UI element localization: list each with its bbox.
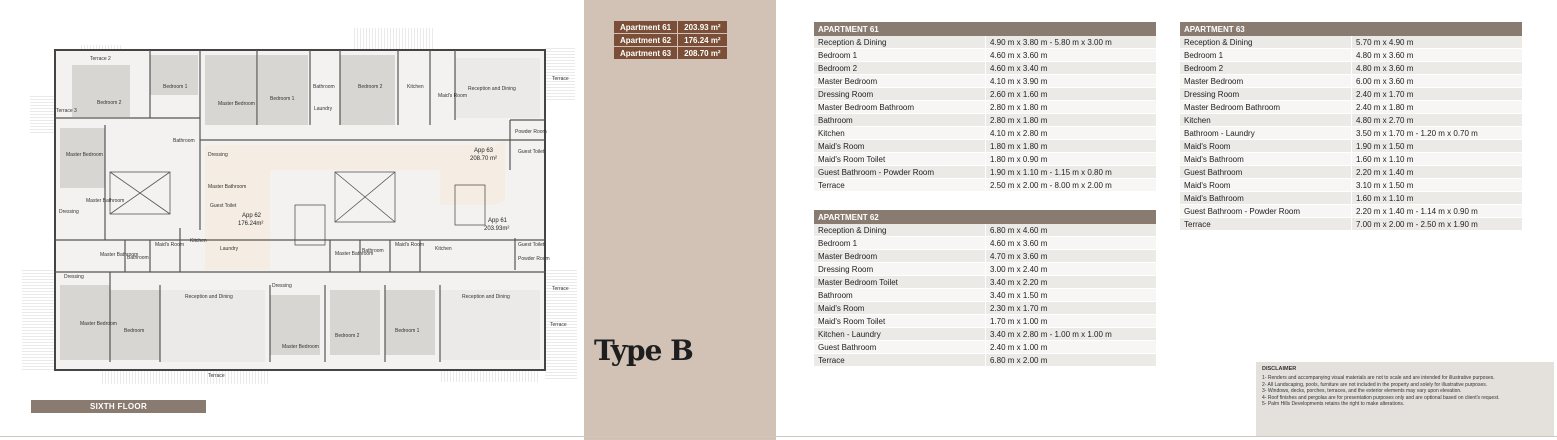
spec-row [814,166,1156,179]
bottom-divider [0,436,1557,437]
label-app62-area: 176.24m² [238,221,264,227]
area-value: 208.70 m² [678,47,727,60]
label-kitchen-a: Kitchen [407,84,424,90]
spec-row [1180,127,1522,140]
label-bathroom-a: Bathroom [313,84,335,90]
type-title: Type B [594,334,693,367]
spec-row [1180,140,1522,153]
spec-row [1180,49,1522,62]
label-maids-room-b: Maid's Room [155,242,185,248]
label-dressing-d: Dressing [272,283,292,289]
area-value: 203.93 m² [678,21,727,34]
room-dimensions: 1.70 m x 1.00 m [986,315,1157,328]
label-app61-area: 203.93m² [484,226,510,232]
room-dimensions: 2.30 m x 1.70 m [986,302,1157,315]
terrace-left-bottom-hatch [22,270,57,370]
disclaimer-line: 4- Roof finishes and pergolas are for presentation purposes only and are optional based on client's request. [1262,394,1500,401]
label-app63-area: 208.70 m² [470,156,498,162]
room-name: Guest Bathroom [814,341,986,354]
spec-row [814,88,1156,101]
spec-row [814,328,1156,341]
label-terrace-d: Terrace [208,373,225,379]
room-dimensions: 3.00 m x 2.40 m [986,263,1157,276]
room-dimensions: 3.40 m x 2.20 m [986,276,1157,289]
room-dimensions: 2.40 m x 1.70 m [1352,88,1523,101]
label-bedroom1-a: Bedroom 1 [163,84,188,90]
spec-row [1180,62,1522,75]
label-bedroom1-c: Bedroom 1 [395,328,420,334]
room-name: Kitchen - Laundry [814,328,986,341]
room-dimensions: 2.50 m x 2.00 m - 8.00 m x 2.00 m [986,179,1157,192]
spec-row [814,263,1156,276]
spec-row [814,289,1156,302]
room-dimensions: 6.80 m x 2.00 m [986,354,1157,367]
apartment-63-table [1180,22,1522,231]
label-terrace-a: Terrace [552,76,569,82]
spec-row [814,341,1156,354]
room-name: Master Bedroom Bathroom [1180,101,1352,114]
label-guest-toilet-b: Guest Toilet [210,203,237,209]
room-dimensions: 4.80 m x 2.70 m [1352,114,1523,127]
area-name: Apartment 62 [614,34,678,47]
spec-row [814,140,1156,153]
room-dimensions: 4.70 m x 3.60 m [986,250,1157,263]
spec-row [814,224,1156,237]
room-dimensions: 1.90 m x 1.10 m - 1.15 m x 0.80 m [986,166,1157,179]
room-name: Bedroom 1 [814,49,986,62]
apartment-61-title: APARTMENT 61 [814,22,1156,36]
room-name: Dressing Room [814,263,986,276]
label-bedroom2-c: Bedroom 2 [335,333,360,339]
spec-row [814,36,1156,49]
room-dimensions: 3.40 m x 1.50 m [986,289,1157,302]
room-dimensions: 2.20 m x 1.40 m - 1.14 m x 0.90 m [1352,205,1523,218]
label-terrace-b: Terrace [552,286,569,292]
spec-row [1180,166,1522,179]
room-dimensions: 4.80 m x 3.60 m [1352,62,1523,75]
label-master-bedroom-c: Master Bedroom [80,321,117,327]
spec-row [1180,36,1522,49]
room-name: Bathroom [814,289,986,302]
label-master-bedroom-a: Master Bedroom [218,101,255,107]
spec-row [1180,101,1522,114]
spec-row [814,276,1156,289]
spec-row [814,153,1156,166]
label-master-bedroom-d: Master Bedroom [282,344,319,350]
room-dimensions: 6.80 m x 4.60 m [986,224,1157,237]
apartment-61-table [814,22,1156,192]
spec-row [1180,192,1522,205]
room-dimensions: 1.60 m x 1.10 m [1352,153,1523,166]
spec-row [1180,205,1522,218]
apartment-63-title: APARTMENT 63 [1180,22,1522,36]
spec-row [1180,179,1522,192]
room-dimensions: 2.60 m x 1.60 m [986,88,1157,101]
label-maids-room-c: Maid's Room [395,242,425,248]
room-name: Bathroom [814,114,986,127]
label-powder-room-b: Powder Room [518,256,550,262]
spec-row [1180,218,1522,231]
disclaimer-line: 1- Renders and accompanying visual materials are not to scale and are intended for illustrative purposes. [1262,375,1495,382]
spec-row [814,62,1156,75]
terrace-right-top-hatch [545,48,575,100]
disclaimer-box [1256,362,1554,436]
area-value: 176.24 m² [678,34,727,47]
label-guest-toilet-a: Guest Toilet [518,149,545,155]
label-powder-room: Powder Room [515,129,547,135]
label-bathroom-d: Bathroom [362,248,384,254]
terrace3-hatch [30,95,55,135]
spec-row [814,179,1156,192]
summary-panel [584,0,776,440]
room-dimensions: 4.10 m x 3.90 m [986,75,1157,88]
room-name: Terrace [814,354,986,367]
spec-row [814,302,1156,315]
label-kitchen-c: Kitchen [435,246,452,252]
label-kitchen-b: Kitchen [190,238,207,244]
room-dimensions: 3.40 m x 2.80 m - 1.00 m x 1.00 m [986,328,1157,341]
room-name: Master Bedroom Bathroom [814,101,986,114]
spec-row [814,354,1156,367]
label-terrace-c: Terrace [550,322,567,328]
room-name: Bedroom 2 [814,62,986,75]
room-dimensions: 3.50 m x 1.70 m - 1.20 m x 0.70 m [1352,127,1523,140]
room-name: Maid's Room [814,140,986,153]
room-dimensions: 7.00 m x 2.00 m - 2.50 m x 1.90 m [1352,218,1523,231]
room-name: Maid's Bathroom [1180,192,1352,205]
room-name: Guest Bathroom - Powder Room [1180,205,1352,218]
spec-row [1180,88,1522,101]
room-dimensions: 4.10 m x 2.80 m [986,127,1157,140]
room-dimensions: 4.60 m x 3.60 m [986,49,1157,62]
spec-row [814,315,1156,328]
label-app61: App 61 [488,218,508,224]
room-name: Kitchen [814,127,986,140]
label-terrace2: Terrace 2 [90,56,111,62]
disclaimer-line: 2- All Landscaping, pools, furniture are not included in the property and solely for illustrative purposes. [1262,381,1488,388]
label-laundry-b: Laundry [220,246,239,252]
room-dimensions: 1.90 m x 1.50 m [1352,140,1523,153]
label-dressing-c: Dressing [64,274,84,280]
floor-label: SIXTH FLOOR [31,400,206,413]
area-summary-table [613,20,728,60]
room-name: Terrace [1180,218,1352,231]
label-dressing-a: Dressing [208,152,228,158]
room-dimensions: 1.80 m x 0.90 m [986,153,1157,166]
label-terrace3: Terrace 3 [56,108,77,114]
room-name: Reception & Dining [814,224,986,237]
label-reception-b: Reception and Dining [185,294,233,300]
room-name: Master Bedroom Toilet [814,276,986,289]
room-dimensions: 4.60 m x 3.40 m [986,62,1157,75]
area-name: Apartment 61 [614,21,678,34]
room-name: Maid's Room Toilet [814,315,986,328]
floor-plan-drawing [0,0,584,440]
room-name: Dressing Room [1180,88,1352,101]
disclaimer-line: 3- Windows, decks, porches, terraces, and the exterior elements may vary upon elevation. [1262,388,1462,395]
room-dimensions: 1.60 m x 1.10 m [1352,192,1523,205]
room-name: Maid's Room Toilet [814,153,986,166]
room-dimensions: 4.80 m x 3.60 m [1352,49,1523,62]
room-name: Maid's Room [1180,179,1352,192]
room-name: Master Bedroom [814,250,986,263]
spec-row [814,75,1156,88]
area-row [614,34,728,47]
room-dimensions: 6.00 m x 3.60 m [1352,75,1523,88]
room-name: Bedroom 1 [814,237,986,250]
room-name: Terrace [814,179,986,192]
room-name: Bedroom 2 [1180,62,1352,75]
room-name: Maid's Bathroom [1180,153,1352,166]
spec-row [1180,153,1522,166]
label-master-bathroom-b: Master Bathroom [86,198,125,204]
room-dimensions: 2.40 m x 1.00 m [986,341,1157,354]
room-name: Master Bedroom [1180,75,1352,88]
label-master-bathroom-d: Master Bathroom [335,251,374,257]
spec-row [1180,75,1522,88]
room-name: Reception & Dining [814,36,986,49]
room-name: Bedroom 1 [1180,49,1352,62]
label-reception-c: Reception and Dining [462,294,510,300]
label-master-bathroom-a: Master Bathroom [208,184,247,190]
label-reception-a: Reception and Dining [468,86,516,92]
room-name: Reception & Dining [1180,36,1352,49]
label-bedroom-c: Bedroom [124,328,145,334]
apartment-62-title: APARTMENT 62 [814,210,1156,224]
room-dimensions: 2.20 m x 1.40 m [1352,166,1523,179]
area-row [614,21,728,34]
label-laundry: Laundry [314,106,333,112]
label-master-bathroom-c: Master Bathroom [100,252,139,258]
room-dimensions: 1.80 m x 1.80 m [986,140,1157,153]
spec-row [814,49,1156,62]
spec-row [814,114,1156,127]
room-dimensions: 2.80 m x 1.80 m [986,114,1157,127]
room-dimensions: 4.90 m x 3.80 m - 5.80 m x 3.00 m [986,36,1157,49]
spec-row [814,101,1156,114]
apartment-62-table [814,210,1156,367]
room-dimensions: 2.40 m x 1.80 m [1352,101,1523,114]
spec-row [814,250,1156,263]
label-bedroom2-b: Bedroom 2 [358,84,383,90]
label-dressing-b: Dressing [59,209,79,215]
label-app63: App 63 [474,148,494,154]
terrace-top-hatch [353,28,433,50]
room-name: Maid's Room [814,302,986,315]
label-master-bedroom-b: Master Bedroom [66,152,103,158]
room-name: Guest Bathroom - Powder Room [814,166,986,179]
label-bedroom2-a: Bedroom 2 [97,100,122,106]
disclaimer-line: 5- Palm Hills Developments retains the right to make alterations. [1262,401,1405,408]
room-dimensions: 4.60 m x 3.60 m [986,237,1157,250]
room-name: Master Bedroom [814,75,986,88]
room-name: Kitchen [1180,114,1352,127]
label-guest-toilet-c: Guest Toilet [518,242,545,248]
spec-row [814,127,1156,140]
spec-row [814,237,1156,250]
room-dimensions: 3.10 m x 1.50 m [1352,179,1523,192]
room-dimensions: 2.80 m x 1.80 m [986,101,1157,114]
label-bathroom-c: Bathroom [127,255,149,261]
label-bedroom1-b: Bedroom 1 [270,96,295,102]
label-app62: App 62 [242,213,262,219]
label-maids-room-a: Maid's Room [438,93,468,99]
area-name: Apartment 63 [614,47,678,60]
spec-row [1180,114,1522,127]
room-dimensions: 5.70 m x 4.90 m [1352,36,1523,49]
label-bathroom-b: Bathroom [173,138,195,144]
room-name: Guest Bathroom [1180,166,1352,179]
area-row [614,47,728,60]
floor-plan-panel [0,0,584,440]
room-name: Maid's Room [1180,140,1352,153]
room-name: Bathroom - Laundry [1180,127,1352,140]
disclaimer-title: DISCLAIMER [1262,366,1297,372]
room-name: Dressing Room [814,88,986,101]
